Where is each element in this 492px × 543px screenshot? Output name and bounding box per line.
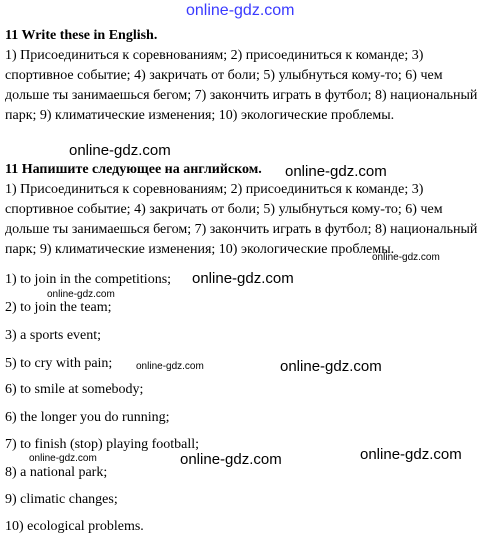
- watermark: online-gdz.com: [280, 358, 382, 375]
- watermark: online-gdz.com: [29, 453, 97, 464]
- watermark: online-gdz.com: [69, 142, 171, 159]
- task-english: [5, 26, 483, 126]
- watermark: online-gdz.com: [192, 270, 294, 287]
- answer-item: 1) to join in the competitions;: [5, 272, 172, 287]
- watermark: online-gdz.com: [360, 446, 462, 463]
- answer-item: 3) a sports event;: [5, 328, 102, 343]
- watermark: online-gdz.com: [285, 163, 387, 180]
- answer-item: 6) the longer you do running;: [5, 410, 170, 425]
- answer-item: 9) climatic changes;: [5, 492, 118, 507]
- answer-item: 5) to cry with pain;: [5, 356, 113, 371]
- task-english-heading: 11 Write these in English.: [5, 28, 158, 43]
- watermark: online-gdz.com: [47, 289, 115, 300]
- watermark: online-gdz.com: [180, 451, 282, 468]
- task-russian-body: 1) Присоединиться к соревнованиям; 2) присоединиться к команде; 3) спортивное событие; 4) закричать от боли; 5) улыбнуться кому-то; 6) чем дольше ты занимаешься бегом; 7) закончить играть в футбол; 8) национальный парк; 9) климатические изменения; 10) экологические проблемы.: [5, 182, 478, 257]
- task-english-body: 1) Присоединиться к соревнованиям; 2) присоединиться к команде; 3) спортивное событие; 4) закричать от боли; 5) улыбнуться кому-то; 6) чем дольше ты занимаешься бегом; 7) закончить играть в футбол; 8) национальный парк; 9) климатические изменения; 10) экологические проблемы.: [5, 48, 478, 123]
- answer-item: 8) a national park;: [5, 465, 108, 480]
- task-russian-heading: 11 Напишите следующее на английском.: [5, 162, 262, 177]
- watermark: online-gdz.com: [136, 361, 204, 372]
- answer-item: 6) to smile at somebody;: [5, 382, 144, 397]
- answer-item: 2) to join the team;: [5, 300, 112, 315]
- answer-item: 7) to finish (stop) playing football;: [5, 437, 200, 452]
- task-russian: [5, 160, 483, 260]
- watermark-top: online-gdz.com: [186, 2, 295, 19]
- answer-item: 10) ecological problems.: [5, 519, 144, 534]
- watermark: online-gdz.com: [372, 252, 440, 263]
